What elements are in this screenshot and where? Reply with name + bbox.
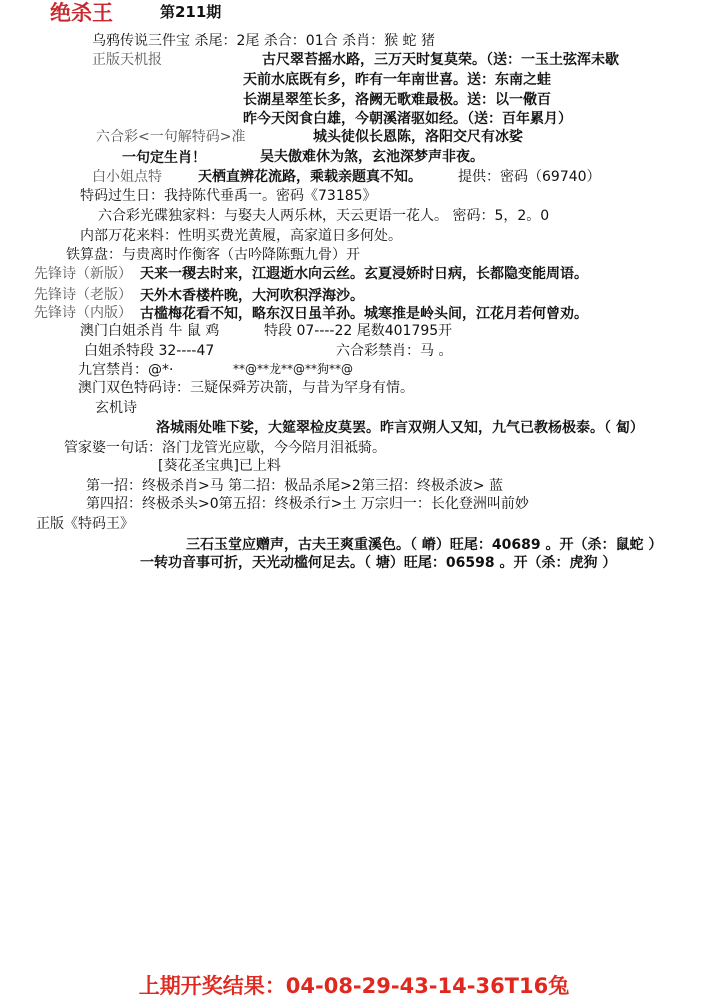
line-zhao-2: 第四招：终极杀头>0第五招：终极杀行>土 万宗归一：长化登洲叫前妙 bbox=[86, 496, 529, 512]
label-xianfeng-inner: 先锋诗（内版） bbox=[34, 305, 132, 321]
line-xianfeng-new: 天来一稷去时来，江遐逝水向云丝。玄夏浸娇时日病，长都隐变能周语。 bbox=[140, 266, 588, 282]
line-jiugong: 九宫禁肖：@*· bbox=[78, 362, 174, 378]
label-xianfeng-old: 先锋诗（老版） bbox=[34, 287, 132, 303]
line-tianjibao-2: 天前水底既有乡，昨有一年南世喜。送：东南之蛙 bbox=[243, 72, 551, 88]
line-tianjibao-4: 昨今天闵食白雄，今朝溪渚驱如经。（送：百年累月） bbox=[243, 111, 572, 127]
line-jinxiao: 六合彩禁肖：马 。 bbox=[336, 343, 453, 359]
label-tianjibao: 正版天机报 bbox=[92, 52, 162, 68]
line-guoshengri: 特码过生日：我持陈代垂禹一。密码《73185》 bbox=[80, 188, 377, 204]
line-aomen-shaxiao: 澳门白姐杀肖 牛 鼠 鸡 bbox=[80, 323, 220, 339]
line-baixiaojie-code: 提供：密码（69740） bbox=[458, 169, 601, 185]
line-shuangse: 澳门双色特码诗：三疑保舜芳决箭，与昔为罕身有情。 bbox=[78, 380, 414, 396]
line-guangdie: 六合彩光碟独家料：与娶夫人两乐林，天云更语一花人。 密码：5，2。0 bbox=[98, 208, 550, 224]
line-temawang-1: 三石玉堂应赠声，古夫王爽重溪色。（ 嵴）旺尾：40689 。开（杀：鼠蛇 ） bbox=[186, 537, 663, 553]
label-xianfeng-new: 先锋诗（新版） bbox=[34, 266, 132, 282]
line-sansanjianbao: 乌鸦传说三件宝 杀尾：2尾 杀合：01合 杀肖：猴 蛇 猪 bbox=[92, 33, 435, 49]
line-tianjibao-3: 长湖星翠笙长多，洛阙无歌难最极。送：以一儆百 bbox=[243, 92, 551, 108]
line-temawang-2: 一转功音事可折，天光动槛何足去。（ 塘）旺尾：06598 。开（杀：虎狗 ） bbox=[140, 555, 617, 571]
line-shengxiao: 吴夫傲难休为煞，玄池深梦声非夜。 bbox=[260, 149, 484, 165]
line-aomen-teduan: 特段 07----22 尾数401795开 bbox=[264, 323, 453, 339]
line-tiesuanpan: 铁算盘：与贵离时作衡客（古吟降陈甄九骨）开 bbox=[66, 247, 360, 263]
line-tianjibao-1: 古尺翠苔摇水路，三万天时复莫荣。（送：一玉土弦浑未歇 bbox=[262, 52, 619, 68]
label-shengxiao: 一句定生肖！ bbox=[122, 150, 206, 166]
issue-number: 第211期 bbox=[160, 3, 222, 21]
line-kuihua: [葵花圣宝典]已上料 bbox=[158, 458, 281, 474]
line-guanjiapo: 管家婆一句话：洛门龙管光应歇，今今陪月泪祗骑。 bbox=[64, 440, 386, 456]
line-xianfeng-inner: 古槛梅花看不知，略东汉日虽羊孙。城寒推是岭头间，江花月若何曾劝。 bbox=[140, 306, 588, 322]
line-wanhua: 内部万花来料：性明买费光黄履，高家道日多何处。 bbox=[80, 228, 402, 244]
last-draw-result: 上期开奖结果：04-08-29-43-14-36T16兔 bbox=[138, 974, 570, 998]
line-baijie-teduan: 白姐杀特段 32----47 bbox=[84, 343, 215, 359]
label-xuanji: 玄机诗 bbox=[95, 400, 137, 416]
line-zhao-1: 第一招：终极杀肖>马 第二招：极品杀尾>2第三招：终极杀波> 蓝 bbox=[86, 478, 503, 494]
line-yijujie: 城头徒似长恩陈，洛阳交尺有冰娑 bbox=[313, 129, 523, 145]
line-jiugong-pattern: **@**龙**@**狗**@ bbox=[233, 362, 354, 376]
line-baixiaojie: 天栖直辨花流路，乘载亲题真不知。 bbox=[198, 169, 422, 185]
label-yijujie: 六合彩<一句解特码>准 bbox=[96, 129, 246, 145]
label-temawang: 正版《特码王》 bbox=[36, 516, 134, 532]
page-title: 绝杀王 bbox=[50, 1, 113, 25]
line-xuanji: 洛城雨处唯下娑，大筵翠检皮莫罢。昨言双朔人又知，九气已教杨极泰。（ 匐） bbox=[156, 420, 644, 436]
line-xianfeng-old: 天外木香楼杵晚，大河吹积浮海沙。 bbox=[140, 288, 364, 304]
label-baixiaojie: 白小姐点特 bbox=[92, 169, 162, 185]
